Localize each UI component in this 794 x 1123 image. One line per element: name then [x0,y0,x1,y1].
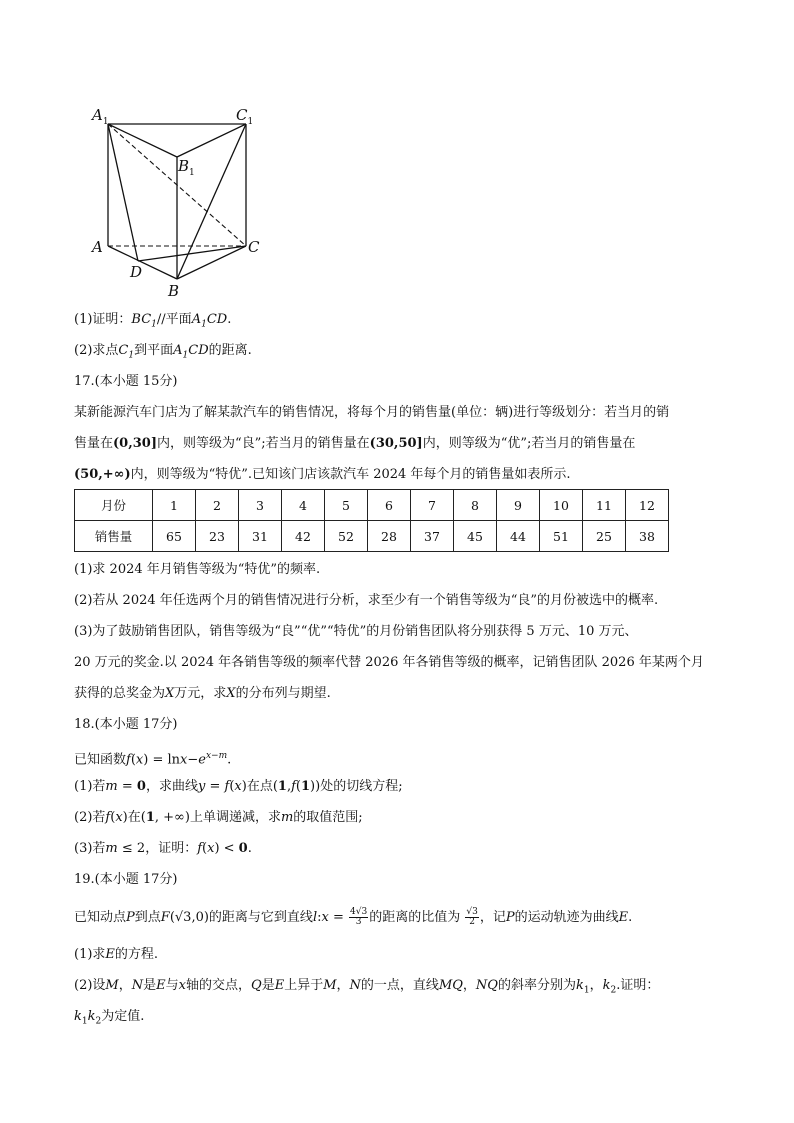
month-cell: 7 [411,490,454,521]
q19-intro: 已知动点P到点F(√3,0)的距离与它到直线l:x = $\frac{4√3}{3}$ 的距离的比值为 $\frac{√3}{2}$ ，记P的运动轨迹为曲线E. [74,907,633,927]
q17-part3-line2: 20 万元的奖金.以 2024 年各销售等级的频率代替 2026 年各销售等级的概率，记销售团队 2026 年某两个月 [74,655,704,670]
fraction-4root3-over-3: $\frac{4√3}{3}$ [350,907,368,927]
sales-cell: 42 [282,521,325,552]
q17-intro-line1: 某新能源汽车门店为了解某款汽车的销售情况，将每个月的销售量(单位：辆)进行等级划分：若当月的销 [74,405,670,420]
table-row-months [75,490,669,521]
q17-intro-line3: (50,+∞)内，则等级为“特优”.已知该门店该款汽车 2024 年每个月的销售量如表所示. [74,467,571,482]
q17-heading: 17.(本小题 15分) [74,374,178,389]
sales-cell: 23 [196,521,239,552]
sales-cell: 37 [411,521,454,552]
sales-cell: 51 [540,521,583,552]
q19-part2-line1: (2)设M，N是E与x轴的交点，Q是E上异于M，N的一点，直线MQ，NQ的斜率分别为$k_1$，$k_2$.证明： [74,978,660,996]
edge-B1C1 [177,124,246,157]
q18-heading: 18.(本小题 17分) [74,717,178,732]
table-header-sales: 销售量 [75,521,153,552]
q18-part2: (2)若f(x)在(1, +∞)上单调递减，求m的取值范围; [74,810,363,825]
q18-intro: 已知函数$f(x) = \ln x-e^{x-m}$. [74,751,232,768]
label-D: D [130,263,143,281]
sales-cell: 38 [626,521,669,552]
sales-cell: 65 [153,521,196,552]
fraction-root3-over-2: $\frac{√3}{2}$ [466,907,478,927]
sales-table [74,489,669,552]
label-C1: $C_1$ [236,106,254,127]
label-B: B [168,282,180,300]
month-cell: 5 [325,490,368,521]
label-C: C [248,238,260,256]
edge-BC1 [177,124,246,279]
q19-part2-line2: $k_1k_2$为定值. [74,1009,145,1027]
sales-cell: 45 [454,521,497,552]
edge-AB [108,246,177,279]
month-cell: 11 [583,490,626,521]
sales-cell: 44 [497,521,540,552]
table-row-sales [75,521,669,552]
month-cell: 1 [153,490,196,521]
q16-part2: (2)求点$C_1$到平面$A_1CD$的距离. [74,343,252,361]
q19-part1: (1)求E的方程. [74,947,159,962]
label-B1: $B_1$ [178,157,195,178]
q18-part3: (3)若m ≤ 2，证明：f(x) < 0. [74,841,252,856]
edge-A1B1 [108,124,177,157]
q19-heading: 19.(本小题 17分) [74,872,178,887]
q18-part1: (1)若m = 0，求曲线y = f(x)在点(1,f(1))处的切线方程; [74,779,403,794]
q17-part3-line3: 获得的总奖金为X万元，求X的分布列与期望. [74,686,331,701]
edge-A1D [108,124,138,261]
q17-part2: (2)若从 2024 年任选两个月的销售情况进行分析，求至少有一个销售等级为“良”的月份被选中的概率. [74,593,659,608]
month-cell: 6 [368,490,411,521]
month-cell: 9 [497,490,540,521]
label-A1: $A_1$ [92,106,109,127]
month-cell: 8 [454,490,497,521]
q17-intro-line2: 售量在(0,30]内，则等级为“良”;若当月的销售量在(30,50]内，则等级为“优”;若当月的销售量在 [74,436,636,451]
month-cell: 2 [196,490,239,521]
sales-cell: 52 [325,521,368,552]
table-header-month: 月份 [75,490,153,521]
month-cell: 4 [282,490,325,521]
q17-part1: (1)求 2024 年月销售等级为“特优”的频率. [74,562,321,577]
label-A: A [92,238,103,256]
prism-diagram [84,96,274,302]
q16-part1: (1)证明：$BC_1//$平面$A_1CD$. [74,312,232,330]
q17-part3-line1: (3)为了鼓励销售团队，销售等级为“良”“优”“特优”的月份销售团队将分别获得 5 万元、10 万元、 [74,624,638,639]
sales-cell: 28 [368,521,411,552]
sales-cell: 25 [583,521,626,552]
month-cell: 12 [626,490,669,521]
month-cell: 3 [239,490,282,521]
sales-cell: 31 [239,521,282,552]
month-cell: 10 [540,490,583,521]
prism-figure [84,96,274,302]
